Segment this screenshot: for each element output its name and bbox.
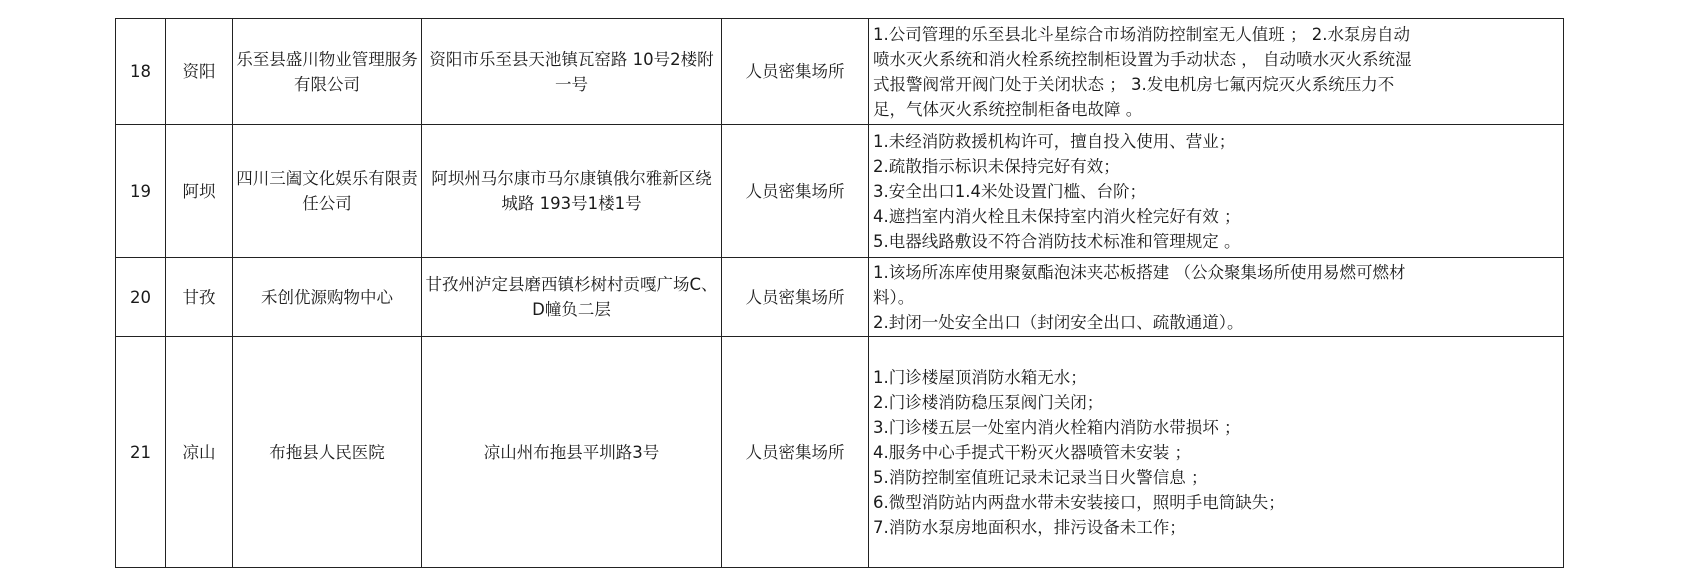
problems — [869, 258, 1564, 337]
row-number: 21 — [116, 337, 166, 568]
address: 资阳市乐至县天池镇瓦窑路 10号2楼附一号 — [422, 19, 722, 125]
city: 甘孜 — [166, 258, 233, 337]
problem-line: 喷水灭火系统和消火栓系统控制柜设置为手动状态 ， 自动喷水灭火系统湿 — [873, 49, 1412, 69]
problems — [869, 125, 1564, 258]
problem-line: 5.消防控制室值班记录未记录当日火警信息 ； — [873, 467, 1208, 487]
problems — [869, 19, 1564, 125]
problem-line: 2.封闭一处安全出口（封闭安全出口、疏散通道）。 — [873, 312, 1244, 332]
address: 凉山州布拖县平圳路3号 — [422, 337, 722, 568]
city: 阿坝 — [166, 125, 233, 258]
problem-line: 4.遮挡室内消火栓且未保持室内消火栓完好有效 ； — [873, 206, 1241, 226]
problem-line: 5.电器线路敷设不符合消防技术标准和管理规定 。 — [873, 231, 1241, 251]
problems — [869, 337, 1564, 568]
problem-line: 式报警阀常开阀门处于关闭状态 ； 3.发电机房七氟丙烷灭火系统压力不 — [873, 74, 1395, 94]
problem-line: 足，气体灭火系统控制柜备电故障 。 — [873, 99, 1143, 119]
problem-line: 1.门诊楼屋顶消防水箱无水； — [873, 367, 1087, 387]
unit-name: 禾创优源购物中心 — [233, 258, 422, 337]
problem-line: 1.公司管理的乐至县北斗星综合市场消防控制室无人值班 ； 2.水泵房自动 — [873, 24, 1410, 44]
inspection-table — [115, 18, 1564, 568]
problem-line: 7.消防水泵房地面积水，排污设备未工作； — [873, 517, 1186, 537]
problem-line: 4.服务中心手提式干粉灭火器喷管未安装 ； — [873, 442, 1191, 462]
unit-name: 乐至县盛川物业管理服务有限公司 — [233, 19, 422, 125]
city: 凉山 — [166, 337, 233, 568]
city: 资阳 — [166, 19, 233, 125]
table-row — [116, 258, 1564, 337]
problem-line: 1.未经消防救援机构许可，擅自投入使用、营业； — [873, 131, 1236, 151]
row-number: 18 — [116, 19, 166, 125]
address: 阿坝州马尔康市马尔康镇俄尔雅新区绕城路 193号1楼1号 — [422, 125, 722, 258]
table-row — [116, 125, 1564, 258]
problem-line: 料）。 — [873, 287, 915, 307]
problem-line: 3.门诊楼五层一处室内消火栓箱内消防水带损坏 ； — [873, 417, 1241, 437]
problem-line: 2.疏散指示标识未保持完好有效； — [873, 156, 1120, 176]
table-row — [116, 19, 1564, 125]
row-number: 20 — [116, 258, 166, 337]
problem-line: 6.微型消防站内两盘水带未安装接口，照明手电筒缺失； — [873, 492, 1285, 512]
problem-line: 1.该场所冻库使用聚氨酯泡沫夹芯板搭建 （公众聚集场所使用易燃可燃材 — [873, 262, 1406, 282]
address: 甘孜州泸定县磨西镇杉树村贡嘎广场C、D幢负二层 — [422, 258, 722, 337]
unit-name: 四川三阖文化娱乐有限责任公司 — [233, 125, 422, 258]
unit-name: 布拖县人民医院 — [233, 337, 422, 568]
row-number: 19 — [116, 125, 166, 258]
place-type: 人员密集场所 — [722, 337, 869, 568]
problem-line: 2.门诊楼消防稳压泵阀门关闭； — [873, 392, 1104, 412]
problem-line: 3.安全出口1.4米处设置门槛、台阶； — [873, 181, 1146, 201]
place-type: 人员密集场所 — [722, 19, 869, 125]
table-row — [116, 337, 1564, 568]
place-type: 人员密集场所 — [722, 125, 869, 258]
place-type: 人员密集场所 — [722, 258, 869, 337]
